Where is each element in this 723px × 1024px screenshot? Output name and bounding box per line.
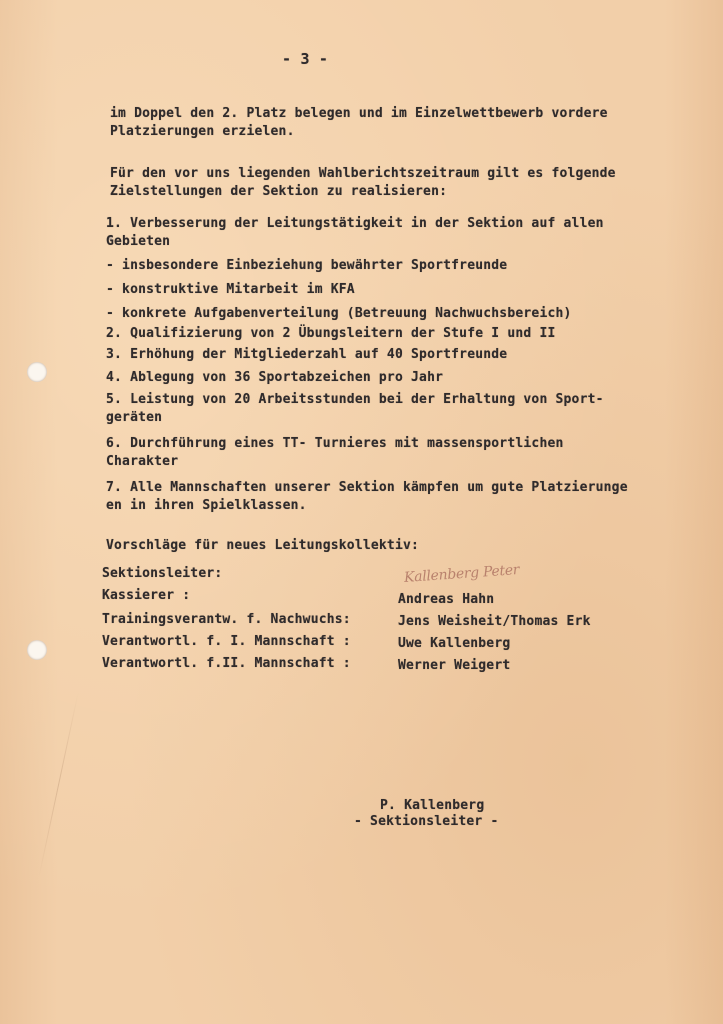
punch-hole-top <box>27 362 47 382</box>
paper-crease <box>38 692 78 878</box>
role-label-1: Sektionsleiter: <box>102 566 223 581</box>
role-label-5: Verantwortl. f.II. Mannschaft : <box>102 656 351 671</box>
role-name-2: Andreas Hahn <box>398 592 495 607</box>
goals-intro-line-1: Für den vor uns liegenden Wahlberichtszeitraum gilt es folgende <box>110 166 616 181</box>
goal-2: 2. Qualifizierung von 2 Übungsleitern der Stufe I und II <box>106 326 556 341</box>
goal-7: 7. Alle Mannschaften unserer Sektion kämpfen um gute Platzierunge <box>106 480 628 495</box>
handwritten-note: Kallenberg Peter <box>403 561 520 587</box>
goal-1-cont: Gebieten <box>106 234 171 249</box>
signature-title: - Sektionsleiter - <box>354 814 499 829</box>
goal-7-cont: en in ihren Spielklassen. <box>106 498 307 513</box>
goal-6-cont: Charakter <box>106 454 179 469</box>
goal-3: 3. Erhöhung der Mitgliederzahl auf 40 Sportfreunde <box>106 347 508 362</box>
goal-5-cont: geräten <box>106 410 163 425</box>
goal-5: 5. Leistung von 20 Arbeitsstunden bei der Erhaltung von Sport- <box>106 392 604 407</box>
role-label-4: Verantwortl. f. I. Mannschaft : <box>102 634 351 649</box>
role-label-2: Kassierer : <box>102 588 191 603</box>
role-label-3: Trainingsverantw. f. Nachwuchs: <box>102 612 351 627</box>
goals-intro-line-2: Zielstellungen der Sektion zu realisieren: <box>110 184 448 199</box>
goal-6: 6. Durchführung eines TT- Turnieres mit massensportlichen <box>106 436 564 451</box>
goal-4: 4. Ablegung von 36 Sportabzeichen pro Jahr <box>106 370 444 385</box>
intro-line-2: Platzierungen erzielen. <box>110 124 295 139</box>
goal-1-sub-2: - konstruktive Mitarbeit im KFA <box>106 282 355 297</box>
role-name-3: Jens Weisheit/Thomas Erk <box>398 614 591 629</box>
signature-name: P. Kallenberg <box>380 798 485 813</box>
role-name-4: Uwe Kallenberg <box>398 636 511 651</box>
page-number: - 3 - <box>282 50 329 68</box>
goal-1: 1. Verbesserung der Leitungstätigkeit in der Sektion auf allen <box>106 216 604 231</box>
proposals-heading: Vorschläge für neues Leitungskollektiv: <box>106 538 420 553</box>
goal-1-sub-1: - insbesondere Einbeziehung bewährter Sportfreunde <box>106 258 508 273</box>
punch-hole-bottom <box>27 640 47 660</box>
intro-line-1: im Doppel den 2. Platz belegen und im Einzelwettbewerb vordere <box>110 106 608 121</box>
goal-1-sub-3: - konkrete Aufgabenverteilung (Betreuung Nachwuchsbereich) <box>106 306 572 321</box>
role-name-5: Werner Weigert <box>398 658 511 673</box>
